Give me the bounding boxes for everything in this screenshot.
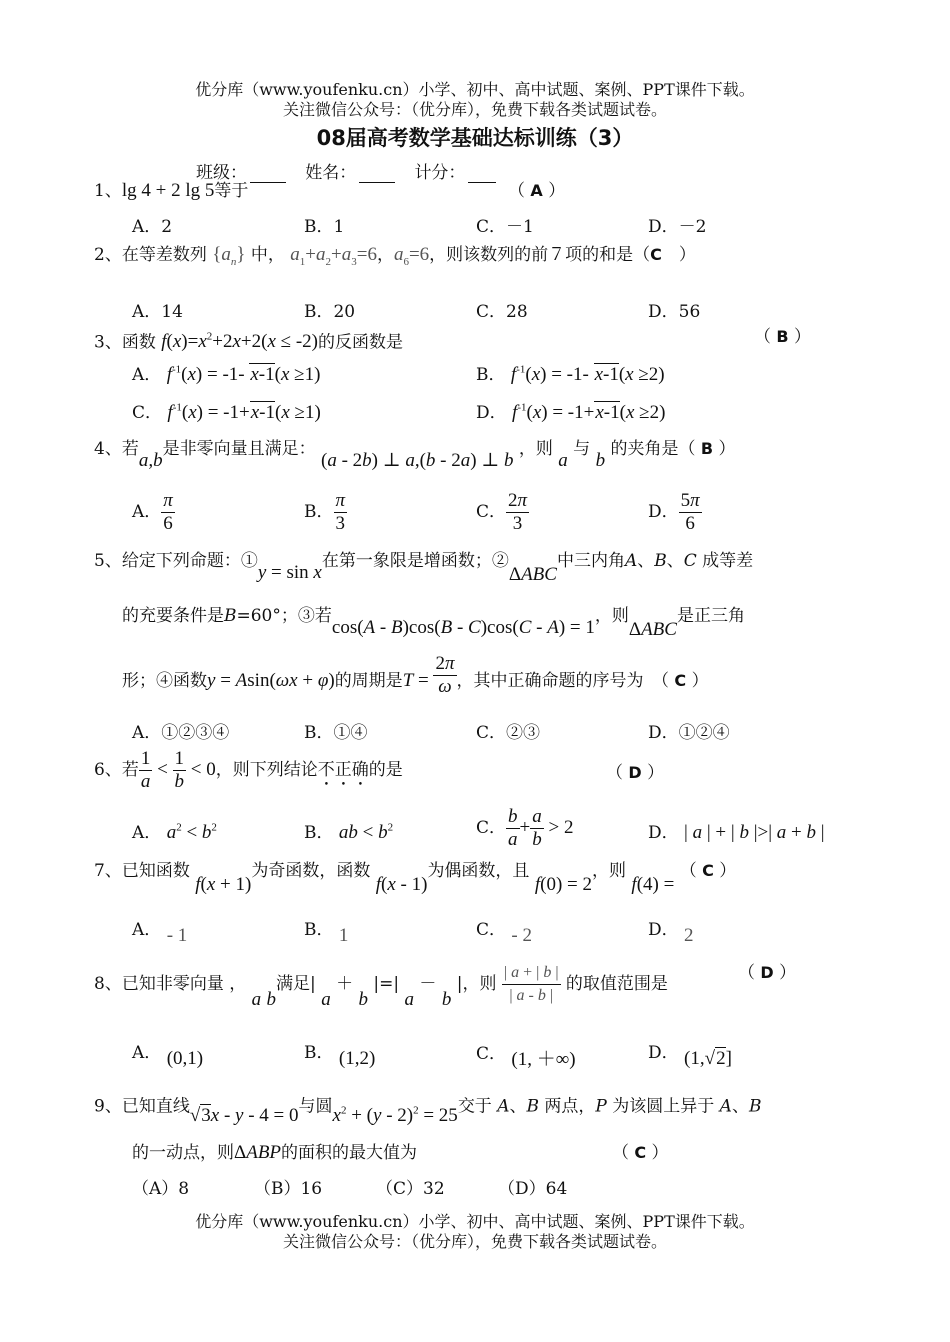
name-blank[interactable] <box>359 166 395 183</box>
q7-option-c: C． - 2 <box>476 920 532 946</box>
q2-option-d: D．56 <box>648 302 701 322</box>
page-title: 08届高考数学基础达标训练（3） <box>316 126 634 150</box>
q6-option-a-label: A． <box>132 823 162 843</box>
q3-option-c-label: C． <box>132 403 163 423</box>
q5-option-b: B．①④ <box>304 723 368 743</box>
q3-option-d-label: D． <box>476 403 507 423</box>
q9-text-2: 与圆 <box>298 1096 333 1117</box>
score-label: 计分： <box>414 163 466 183</box>
question-2: 2、在等差数列 $\{a_n\}$ 中， $a_1+a_2+a_3=6$，$a_6=6$，则该数列的前７项的和是（C ） <box>94 244 696 268</box>
q7-option-a-label: A． <box>132 920 162 940</box>
q7-option-a: A． - 1 <box>132 920 188 946</box>
header-line-2: 关注微信公众号：（优分库），免费下载各类试题试卷。 <box>282 100 667 119</box>
q5-text-1: 给定下列命题：① <box>121 551 258 571</box>
question-9-line-2: 的一动点，则ΔABP的面积的最大值为 <box>132 1142 418 1163</box>
q3-answer-value: B <box>776 327 789 346</box>
question-6: 6、若 $\frac{1}{a}$ < $\frac{1}{b}$ < 0，则下列结论不正确的是 <box>94 748 403 792</box>
q4-text-1: 若 <box>121 439 139 459</box>
q9-option-d: （D）64 <box>498 1179 568 1199</box>
q8-option-c-label: C． <box>476 1044 507 1064</box>
q4-option-a: A． $\frac{\pi}{6}$ <box>132 490 173 534</box>
q7-text-3: 为偶函数，且 <box>427 861 530 881</box>
q2-answer-value: C <box>650 245 662 264</box>
q4-text-3: ，则 <box>518 439 553 459</box>
q6-answer: （ D ） <box>606 763 665 783</box>
q6-option-a: A． $a^2 < b^2$ <box>132 821 217 843</box>
q5-text-3: 中三内角 <box>556 551 625 571</box>
q5-option-a: A．①②③④ <box>132 723 230 743</box>
q1-answer-value: A <box>530 181 543 200</box>
q1-answer: （ A ） <box>508 181 566 201</box>
q2-a6: $a_6=6$ <box>393 244 430 268</box>
q2-number: 2、 <box>94 245 122 265</box>
q6-number: 6、 <box>94 760 122 780</box>
q4-condition: (a - 2b) ⊥ a,(b - 2a) ⊥ b <box>320 450 514 471</box>
question-8: 8、已知非零向量 ， a b满足| a ＋ b |=| a － b |，则 $\frac{| a + | b |}{| a - b |}$ 的取值范围是 <box>94 964 668 1010</box>
q7-text-1: 已知函数 <box>121 861 190 881</box>
question-5-line-2: 的充要条件是B=60°；③若cos(A - B)cos(B - C)cos(C - A) = 1，则ΔABC是正三角 <box>122 606 745 640</box>
footer-line-2: 关注微信公众号：（优分库），免费下载各类试题试卷。 <box>282 1232 667 1251</box>
q4-text-4: 与 <box>573 439 591 459</box>
q8-text-3: 的取值范围是 <box>565 974 668 994</box>
q7-option-b: B． 1 <box>304 920 349 946</box>
q3-function: $f(x)=x^2+2x+2(x \le -2)$ <box>161 331 318 353</box>
q4-option-d-label: D． <box>648 502 679 522</box>
q9-number: 9、 <box>94 1096 122 1117</box>
q2-sum: $a_1+a_2+a_3=6$ <box>290 244 377 268</box>
q5-option-d: D．①②④ <box>648 723 730 743</box>
q3-option-c: C． $f^{-1}(x) = -1+x-1(x \ge 1)$ <box>132 401 321 423</box>
q5-text-4: 的充要条件是 <box>122 606 224 626</box>
q5-text-2: 在第一象限是增函数；② <box>321 551 509 571</box>
q5-number: 5、 <box>94 551 122 571</box>
q1-option-b: B．1 <box>304 217 345 237</box>
q1-option-a: A．2 <box>132 217 173 237</box>
q6-option-c-label: C． <box>476 818 507 838</box>
q5-text-9: 的周期是 <box>334 671 403 691</box>
q9-text-1: 已知直线 <box>121 1096 190 1117</box>
q2-seq: $\{a_n\}$ <box>212 244 246 268</box>
q4-option-c-label: C． <box>476 502 507 522</box>
q6-option-d-label: D． <box>648 823 679 843</box>
q9-option-c: （C）32 <box>376 1179 445 1199</box>
q6-text-3: 不正确 <box>317 760 369 780</box>
q6-answer-value: D <box>628 763 642 782</box>
q8-option-d: D． (1,√2] <box>648 1043 732 1069</box>
q6-option-b-label: B． <box>304 823 334 843</box>
q3-text-1: 函数 <box>121 332 156 353</box>
q1-option-c: C．－1 <box>476 217 534 237</box>
footer-line-1: 优分库（www.youfenku.cn）小学、初中、高中试题、案例、PPT课件下载。 <box>195 1212 755 1231</box>
q2-option-c: C．28 <box>476 302 528 322</box>
q4-text-2: 是非零向量且满足： <box>162 439 316 459</box>
q3-answer: （ B ） <box>754 327 812 347</box>
q7-option-d-label: D． <box>648 920 679 940</box>
q4-option-c: C． $\frac{2\pi}{3}$ <box>476 490 528 534</box>
q9-text-3: 交于 <box>457 1096 492 1117</box>
q9-text-4: 的一动点，则 <box>132 1143 234 1163</box>
q3-option-d: D． $f^{-1}(x) = -1+x-1(x \ge 2)$ <box>476 401 666 423</box>
q7-option-d: D． 2 <box>648 920 694 946</box>
q2-option-b: B．20 <box>304 302 356 322</box>
q8-number: 8、 <box>94 974 122 994</box>
q8-answer: （ D ） <box>738 963 797 983</box>
question-5-line-3: 形；④函数y = Asin(ωx + φ)的周期是T = $\frac{2\pi}{\omega}$ ，其中正确命题的序号为 （ C ） <box>122 653 709 697</box>
q8-text-2: 满足| <box>276 974 316 994</box>
q4-option-a-label: A． <box>132 502 162 522</box>
q5-text-6: ，则 <box>594 606 629 626</box>
q4-option-d: D． $\frac{5\pi}{6}$ <box>648 490 700 534</box>
q7-number: 7、 <box>94 861 122 881</box>
q3-number: 3、 <box>94 332 122 353</box>
q5-option-c: C．②③ <box>476 723 541 743</box>
q1-number: 1、 <box>94 181 122 201</box>
q9-option-a: （A）8 <box>132 1179 190 1199</box>
q1-option-d: D．－2 <box>648 217 707 237</box>
q4-option-b: B． $\frac{\pi}{3}$ <box>304 490 346 534</box>
question-3 <box>94 326 403 353</box>
q3-option-a: A． $f^{-1}(x) = -1-$ x-1(x ≥1) <box>132 363 321 385</box>
q8-option-b-label: B． <box>304 1043 334 1063</box>
question-4: 4、若a,b是非零向量且满足： (a - 2b) ⊥ a,(b - 2a) ⊥ b ，则 a 与 b 的夹角是（ B ） <box>94 439 736 471</box>
q6-text-1: 若 <box>121 760 139 780</box>
q4-option-b-label: B． <box>304 502 334 522</box>
q7-text-2: 为奇函数，函数 <box>251 861 371 881</box>
q5-text-5: =60°；③若 <box>236 606 332 626</box>
q6-option-b: B． ab < $b^2$ <box>304 821 394 843</box>
q4-vectors: a,b <box>138 450 163 471</box>
class-label: 班级： <box>196 163 247 183</box>
score-blank[interactable] <box>468 166 496 183</box>
q6-option-c: C． $\frac{b}{a}$ + $\frac{a}{b}$ > 2 <box>476 806 574 850</box>
q8-option-c: C． (1, ＋∞) <box>476 1044 576 1070</box>
q8-option-b: B． (1,2) <box>304 1043 376 1069</box>
q5-answer-value: C <box>674 671 687 690</box>
q7-answer-value: C <box>702 861 714 880</box>
q2-text-1: 在等差数列 <box>121 245 207 265</box>
q2-option-a: A．14 <box>132 302 183 322</box>
q4-number: 4、 <box>94 439 122 459</box>
name-label: 姓名： <box>305 163 357 183</box>
q8-answer-value: D <box>760 963 774 982</box>
q5-text-10: ，其中正确命题的序号为 <box>456 671 644 691</box>
q8-option-a-label: A． <box>132 1043 162 1063</box>
question-7: 7、已知函数 f(x + 1)为奇函数，函数 f(x - 1)为偶函数，且 f(0) = 2，则 f(4) = （ C ） <box>94 861 737 895</box>
q2-text-3: ，则该数列的前７项的和是（ <box>429 245 651 265</box>
q8-option-a: A． (0,1) <box>132 1043 204 1069</box>
q5-text-7: 是正三角 <box>676 606 745 626</box>
q3-option-b-label: B． <box>476 365 506 385</box>
q2-text-2: 中， <box>250 245 285 265</box>
q9-text-5: 的面积的最大值为 <box>281 1143 418 1163</box>
q7-option-b-label: B． <box>304 920 334 940</box>
q3-option-b: B． $f^{-1}(x) = -1-$ x-1(x ≥2) <box>476 363 665 385</box>
q7-text-4: ，则 <box>592 861 626 881</box>
q6-option-d: D． | a | + | b |>| a + b | <box>648 822 825 843</box>
q8-option-d-label: D． <box>648 1043 679 1063</box>
question-1 <box>94 180 248 202</box>
question-9: 9、已知直线√3x - y - 4 = 0与圆$x^2 + (y - 2)^2 = 25$交于 A、B 两点，P 为该圆上异于 A、B <box>94 1096 762 1127</box>
q4-answer-value: B <box>700 439 714 458</box>
q8-text-1: 已知非零向量 <box>121 974 224 994</box>
q5-text-8: 形；④函数 <box>122 671 207 691</box>
q7-option-c-label: C． <box>476 920 507 940</box>
q1-text: 等于 <box>214 181 249 201</box>
q6-text-4: 的是 <box>368 760 403 780</box>
q9-answer: （ C ） <box>612 1143 669 1163</box>
q4-text-5: 的夹角是（ <box>610 439 696 459</box>
q3-text-2: 的反函数是 <box>318 332 403 353</box>
q1-expr: lg 4 + 2 lg 5 <box>121 180 215 201</box>
q9-option-b: （B）16 <box>254 1179 323 1199</box>
q9-answer-value: C <box>634 1143 647 1162</box>
question-5: 5、给定下列命题：①y = sin x在第一象限是增函数；②ΔABC中三内角A、B、C 成等差 <box>94 551 754 585</box>
q6-text-2: ，则下列结论 <box>215 760 318 780</box>
class-blank[interactable] <box>250 166 286 183</box>
header-line-1: 优分库（www.youfenku.cn）小学、初中、高中试题、案例、PPT课件下载。 <box>195 80 755 99</box>
q3-option-a-label: A． <box>132 365 162 385</box>
